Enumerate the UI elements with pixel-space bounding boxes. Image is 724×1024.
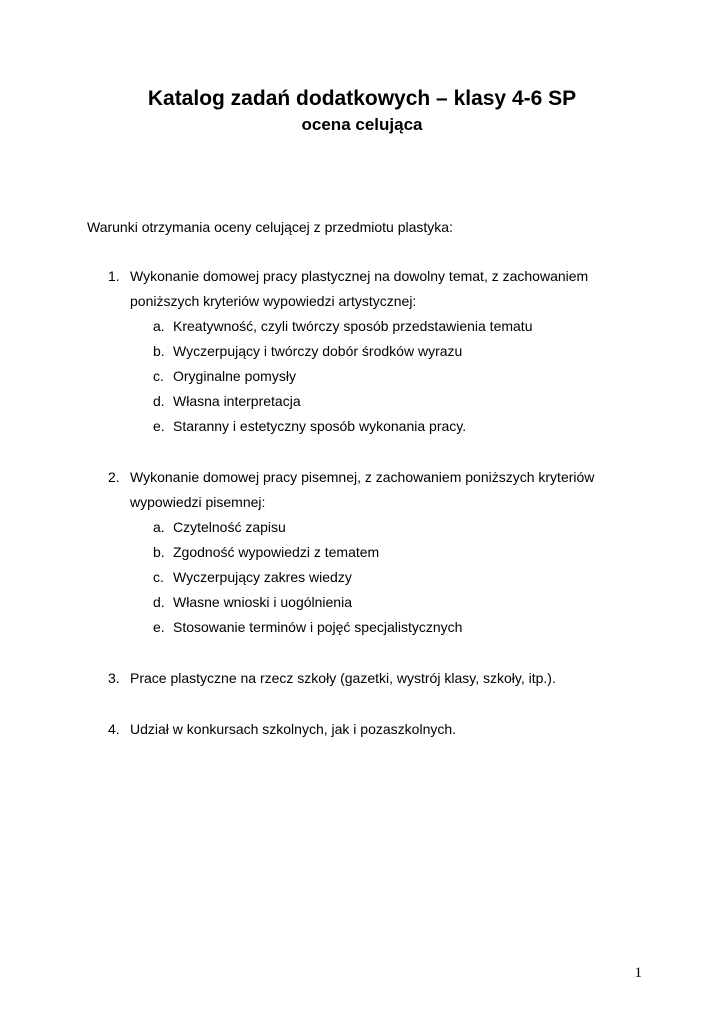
sub-item-letter: e. (153, 619, 165, 635)
list-item-number: 4. (108, 721, 120, 737)
sub-item-letter: e. (153, 418, 165, 434)
sub-item-text: Wyczerpujący zakres wiedzy (173, 569, 352, 585)
page-number: 1 (634, 965, 642, 981)
sub-item-text: Kreatywność, czyli twórczy sposób przedstawienia tematu (173, 318, 533, 334)
list-item-3 (108, 666, 648, 691)
sub-item-text: Oryginalne pomysły (173, 368, 296, 384)
intro-paragraph: Warunki otrzymania oceny celującej z przedmiotu plastyka: (87, 219, 453, 235)
list-item-text: Udział w konkursach szkolnych, jak i pozaszkolnych. (130, 721, 457, 737)
sub-item-text: Zgodność wypowiedzi z tematem (173, 544, 380, 560)
sub-item-letter: a. (153, 318, 165, 334)
list-item-2 (108, 465, 648, 515)
list-item-number: 2. (108, 469, 120, 485)
sub-item-letter: c. (153, 368, 164, 384)
sub-item-letter: b. (153, 544, 165, 560)
sub-item-letter: c. (153, 569, 164, 585)
sub-item-letter: a. (153, 519, 165, 535)
document-title: Katalog zadań dodatkowych – klasy 4-6 SP (147, 87, 577, 110)
sub-item-letter: d. (153, 393, 165, 409)
sub-item-text: Własne wnioski i uogólnienia (173, 594, 352, 610)
list-item-text: Prace plastyczne na rzecz szkoły (gazetki, wystrój klasy, szkoły, itp.). (130, 670, 556, 686)
document-subtitle: ocena celująca (301, 115, 423, 134)
list-item-4 (108, 717, 648, 742)
sub-item-text: Wyczerpujący i twórczy dobór środków wyrazu (173, 343, 463, 359)
list-item-text: Wykonanie domowej pracy plastycznej na dowolny temat, z zachowaniem poniższych kryteriów wypowiedzi artystycznej: (130, 268, 589, 309)
sub-item-text: Staranny i estetyczny sposób wykonania pracy. (173, 418, 467, 434)
list-item-number: 3. (108, 670, 120, 686)
sub-item-letter: d. (153, 594, 165, 610)
list-item-text: Wykonanie domowej pracy pisemnej, z zachowaniem poniższych kryteriów wypowiedzi pisemnej: (130, 469, 595, 510)
sub-item-letter: b. (153, 343, 165, 359)
sub-item-text: Czytelność zapisu (173, 519, 286, 535)
list-item-1 (108, 264, 648, 314)
list-item-number: 1. (108, 268, 120, 284)
sub-item-text: Własna interpretacja (173, 393, 301, 409)
sub-item-text: Stosowanie terminów i pojęć specjalistycznych (173, 619, 463, 635)
